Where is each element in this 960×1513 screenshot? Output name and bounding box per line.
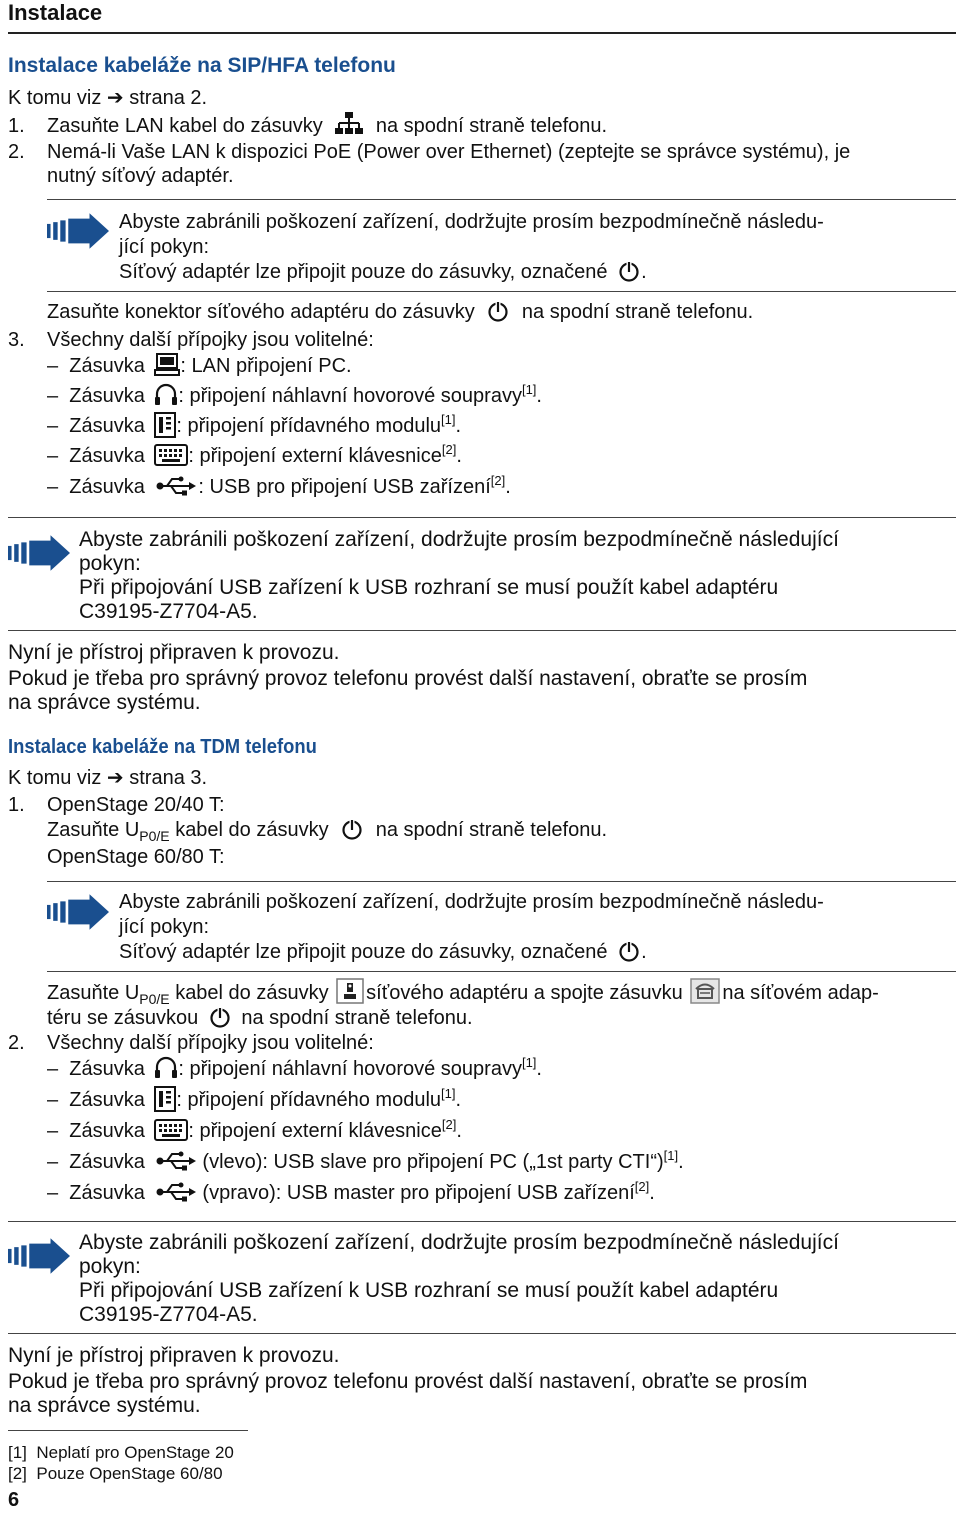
warning-arrow-icon — [47, 212, 109, 255]
tdm-option-module — [47, 1088, 461, 1112]
footnote-ref: [2] — [441, 1117, 457, 1132]
sip-see-also — [8, 86, 207, 110]
sip-step2-line2: nutný síťový adaptér. — [47, 165, 234, 187]
tdm-warn2-line1: Abyste zabránili poškození zařízení, dodržujte prosím bezpodmínečně následující — [79, 1231, 839, 1254]
sip-step3-text: Všechny další přípojky jsou volitelné: — [47, 329, 374, 351]
socket-label: Zásuvka — [69, 385, 145, 407]
divider — [47, 971, 956, 972]
adapter-socket-icon — [690, 978, 720, 1004]
tdm-option-usb-master — [47, 1181, 655, 1205]
tdm-heading: Instalace kabeláže na TDM telefonu — [8, 736, 317, 758]
pc-icon — [154, 353, 180, 377]
divider — [8, 1333, 956, 1334]
dash: – — [47, 1182, 59, 1204]
period: . — [455, 415, 462, 437]
sip-more-line2: na správce systému. — [8, 691, 201, 714]
tdm-step1-num: 1. — [8, 794, 25, 816]
see-page-link[interactable]: strana 2. — [129, 87, 208, 109]
option-text: : připojení přídavného modulu — [176, 1089, 442, 1111]
tdm-step2-num: 2. — [8, 1032, 25, 1054]
warning-arrow-icon — [8, 1237, 70, 1280]
sip-warn2-line3: Při připojování USB zařízení k USB rozhraní se musí použít kabel adaptéru — [79, 576, 779, 599]
option-text: : připojení externí klávesnice — [188, 1120, 442, 1142]
socket-label: Zásuvka — [69, 415, 145, 437]
socket-label: Zásuvka — [69, 355, 145, 377]
step-text: na spodní straně telefonu. — [241, 1007, 473, 1029]
period: . — [536, 1058, 542, 1080]
option-text: : připojení náhlavní hovorové soupravy — [178, 1058, 522, 1080]
usb-icon — [156, 1151, 196, 1171]
keyboard-icon — [154, 1119, 188, 1141]
power-icon — [617, 259, 641, 283]
divider — [47, 881, 956, 882]
option-text: : připojení přídavného modulu — [176, 415, 442, 437]
tdm-option-headset — [47, 1057, 542, 1081]
warn-text: Síťový adaptér lze připojit pouze do zásuvky, označené — [119, 261, 608, 283]
sip-heading: Instalace kabeláže na SIP/HFA telefonu — [8, 54, 396, 77]
footnote-ref: [2] — [441, 442, 457, 457]
option-text: : LAN připojení PC. — [180, 355, 352, 377]
sip-more-line1: Pokud je třeba pro správný provoz telefonu provést další nastavení, obraťte se prosím — [8, 667, 808, 690]
footnote-ref: [1] — [441, 1086, 456, 1101]
power-icon — [617, 939, 641, 963]
socket-label: Zásuvka — [69, 1151, 145, 1173]
tdm-ready: Nyní je přístroj připraven k provozu. — [8, 1344, 340, 1367]
power-icon — [208, 1005, 232, 1029]
period: . — [456, 1120, 462, 1142]
sip-warn1-line1: Abyste zabránili poškození zařízení, dodržujte prosím bezpodmínečně následu- — [119, 211, 824, 233]
sip-warn1-line3 — [119, 260, 647, 284]
step-text: Zasuňte konektor síťového adaptéru do zásuvky — [47, 301, 475, 323]
headset-icon — [154, 1056, 178, 1080]
tdm-option-usb-slave — [47, 1150, 684, 1174]
dash: – — [47, 1058, 59, 1080]
headset-icon — [154, 383, 178, 407]
dash: – — [47, 1089, 59, 1111]
sip-step1 — [47, 114, 607, 138]
right-arrow-icon: ➔ — [106, 767, 124, 789]
footnote-ref: [2] — [8, 1464, 27, 1483]
dash: – — [47, 1151, 59, 1173]
sip-warn2-line4: C39195-Z7704-A5. — [79, 600, 258, 623]
option-text: (vpravo): USB master pro připojení USB zařízení — [202, 1182, 635, 1204]
warn-text: Síťový adaptér lze připojit pouze do zásuvky, označené — [119, 941, 608, 963]
tdm-see-also — [8, 766, 207, 790]
step-text: kabel do zásuvky — [175, 982, 329, 1004]
footnote-text: Pouze OpenStage 60/80 — [36, 1464, 223, 1483]
sip-warn2-line2: pokyn: — [79, 552, 141, 575]
step-text: Zasuňte U — [47, 819, 140, 841]
divider — [47, 199, 956, 200]
period: . — [641, 261, 647, 283]
tdm-connect-adapter-line2 — [47, 1006, 473, 1030]
dash: – — [47, 1120, 59, 1142]
footnote-text: Neplatí pro OpenStage 20 — [36, 1443, 234, 1462]
step-text: téru se zásuvkou — [47, 1007, 199, 1029]
page-number: 6 — [8, 1489, 20, 1511]
power-icon — [340, 817, 364, 841]
period: . — [456, 445, 462, 467]
footnote-rule — [8, 1430, 248, 1431]
tdm-warn2-line3: Při připojování USB zařízení k USB rozhraní se musí použít kabel adaptéru — [79, 1279, 779, 1302]
tdm-step2-text: Všechny další přípojky jsou volitelné: — [47, 1032, 374, 1054]
sip-option-usb — [47, 475, 511, 499]
period: . — [505, 476, 511, 498]
dash: – — [47, 415, 59, 437]
sip-option-pc — [47, 354, 352, 378]
sip-plug-adapter — [47, 300, 753, 324]
socket-label: Zásuvka — [69, 445, 145, 467]
module-icon — [154, 412, 176, 438]
tdm-warn1-line2: jící pokyn: — [119, 916, 210, 938]
step-text: na síťovém adap- — [722, 982, 879, 1004]
tdm-more-line2: na správce systému. — [8, 1394, 201, 1417]
divider — [8, 1221, 956, 1222]
step-text: kabel do zásuvky — [175, 819, 329, 841]
page-header-title: Instalace — [8, 0, 103, 25]
period: . — [536, 385, 542, 407]
period: . — [678, 1151, 684, 1173]
period: . — [455, 1089, 462, 1111]
tdm-option-keyboard — [47, 1119, 462, 1143]
warning-arrow-icon — [47, 893, 109, 936]
adapter-phone-icon — [336, 978, 364, 1004]
sip-option-keyboard — [47, 444, 462, 468]
footnote-ref: [2] — [634, 1179, 650, 1194]
sip-step3-num: 3. — [8, 329, 25, 351]
socket-label: Zásuvka — [69, 476, 145, 498]
period: . — [641, 941, 647, 963]
step-text: síťového adaptéru a spojte zásuvku — [366, 982, 683, 1004]
subscript: P0/E — [139, 991, 170, 1007]
dash: – — [47, 476, 59, 498]
period: . — [649, 1182, 655, 1204]
right-arrow-icon: ➔ — [106, 87, 124, 109]
step-text: na spodní straně telefonu. — [375, 115, 608, 137]
lan-icon — [334, 111, 364, 137]
divider — [47, 291, 956, 292]
sip-warn2-line1: Abyste zabránili poškození zařízení, dodržujte prosím bezpodmínečně následující — [79, 528, 839, 551]
sip-step2-num: 2. — [8, 141, 25, 163]
footnote-ref: [1] — [521, 382, 537, 397]
usb-icon — [156, 1182, 196, 1202]
option-text: : připojení náhlavní hovorové soupravy — [178, 385, 522, 407]
dash: – — [47, 355, 59, 377]
see-label: K tomu viz — [8, 767, 102, 789]
sip-step1-num: 1. — [8, 115, 25, 137]
dash: – — [47, 445, 59, 467]
tdm-warn2-line4: C39195-Z7704-A5. — [79, 1303, 258, 1326]
step-text: na spodní straně telefonu. — [521, 301, 754, 323]
tdm-more-line1: Pokud je třeba pro správný provoz telefonu provést další nastavení, obraťte se prosím — [8, 1370, 808, 1393]
footnote-ref: [1] — [521, 1055, 537, 1070]
tdm-plug-u — [47, 818, 607, 842]
footnote-ref: [1] — [8, 1443, 27, 1462]
divider — [8, 517, 956, 518]
step-text: Zasuňte U — [47, 982, 140, 1004]
see-label: K tomu viz — [8, 87, 102, 109]
divider — [8, 630, 956, 631]
tdm-os6080: OpenStage 60/80 T: — [47, 846, 225, 868]
sip-warn1-line2: jící pokyn: — [119, 236, 210, 258]
tdm-warn1-line3 — [119, 940, 647, 964]
socket-label: Zásuvka — [69, 1120, 145, 1142]
option-text: (vlevo): USB slave pro připojení PC („1st party CTI“) — [202, 1151, 664, 1173]
step-text: na spodní straně telefonu. — [375, 819, 608, 841]
socket-label: Zásuvka — [69, 1058, 145, 1080]
step-text: Zasuňte LAN kabel do zásuvky — [47, 115, 323, 137]
see-page-link[interactable]: strana 3. — [129, 767, 208, 789]
tdm-warn1-line1: Abyste zabránili poškození zařízení, dodržujte prosím bezpodmínečně následu- — [119, 891, 824, 913]
tdm-warn2-line2: pokyn: — [79, 1255, 141, 1278]
footnote-2 — [8, 1464, 223, 1484]
power-icon — [486, 299, 510, 323]
header-rule — [8, 32, 956, 34]
footnote-ref: [1] — [663, 1148, 679, 1163]
option-text: : připojení externí klávesnice — [188, 445, 442, 467]
dash: – — [47, 385, 59, 407]
sip-option-headset — [47, 384, 542, 408]
keyboard-icon — [154, 444, 188, 466]
footnote-ref: [2] — [490, 473, 506, 488]
socket-label: Zásuvka — [69, 1182, 145, 1204]
sip-step2-line1: Nemá-li Vaše LAN k dispozici PoE (Power over Ethernet) (zeptejte se správce systému), je — [47, 141, 851, 163]
subscript: P0/E — [139, 828, 170, 844]
footnote-ref: [1] — [441, 412, 456, 427]
footnote-1 — [8, 1443, 234, 1463]
sip-option-module — [47, 414, 461, 438]
tdm-os2040: OpenStage 20/40 T: — [47, 794, 225, 816]
socket-label: Zásuvka — [69, 1089, 145, 1111]
usb-icon — [156, 476, 196, 496]
option-text: : USB pro připojení USB zařízení — [198, 476, 491, 498]
sip-ready: Nyní je přístroj připraven k provozu. — [8, 641, 340, 664]
warning-arrow-icon — [8, 534, 70, 577]
module-icon — [154, 1086, 176, 1112]
tdm-connect-adapter — [47, 981, 879, 1005]
